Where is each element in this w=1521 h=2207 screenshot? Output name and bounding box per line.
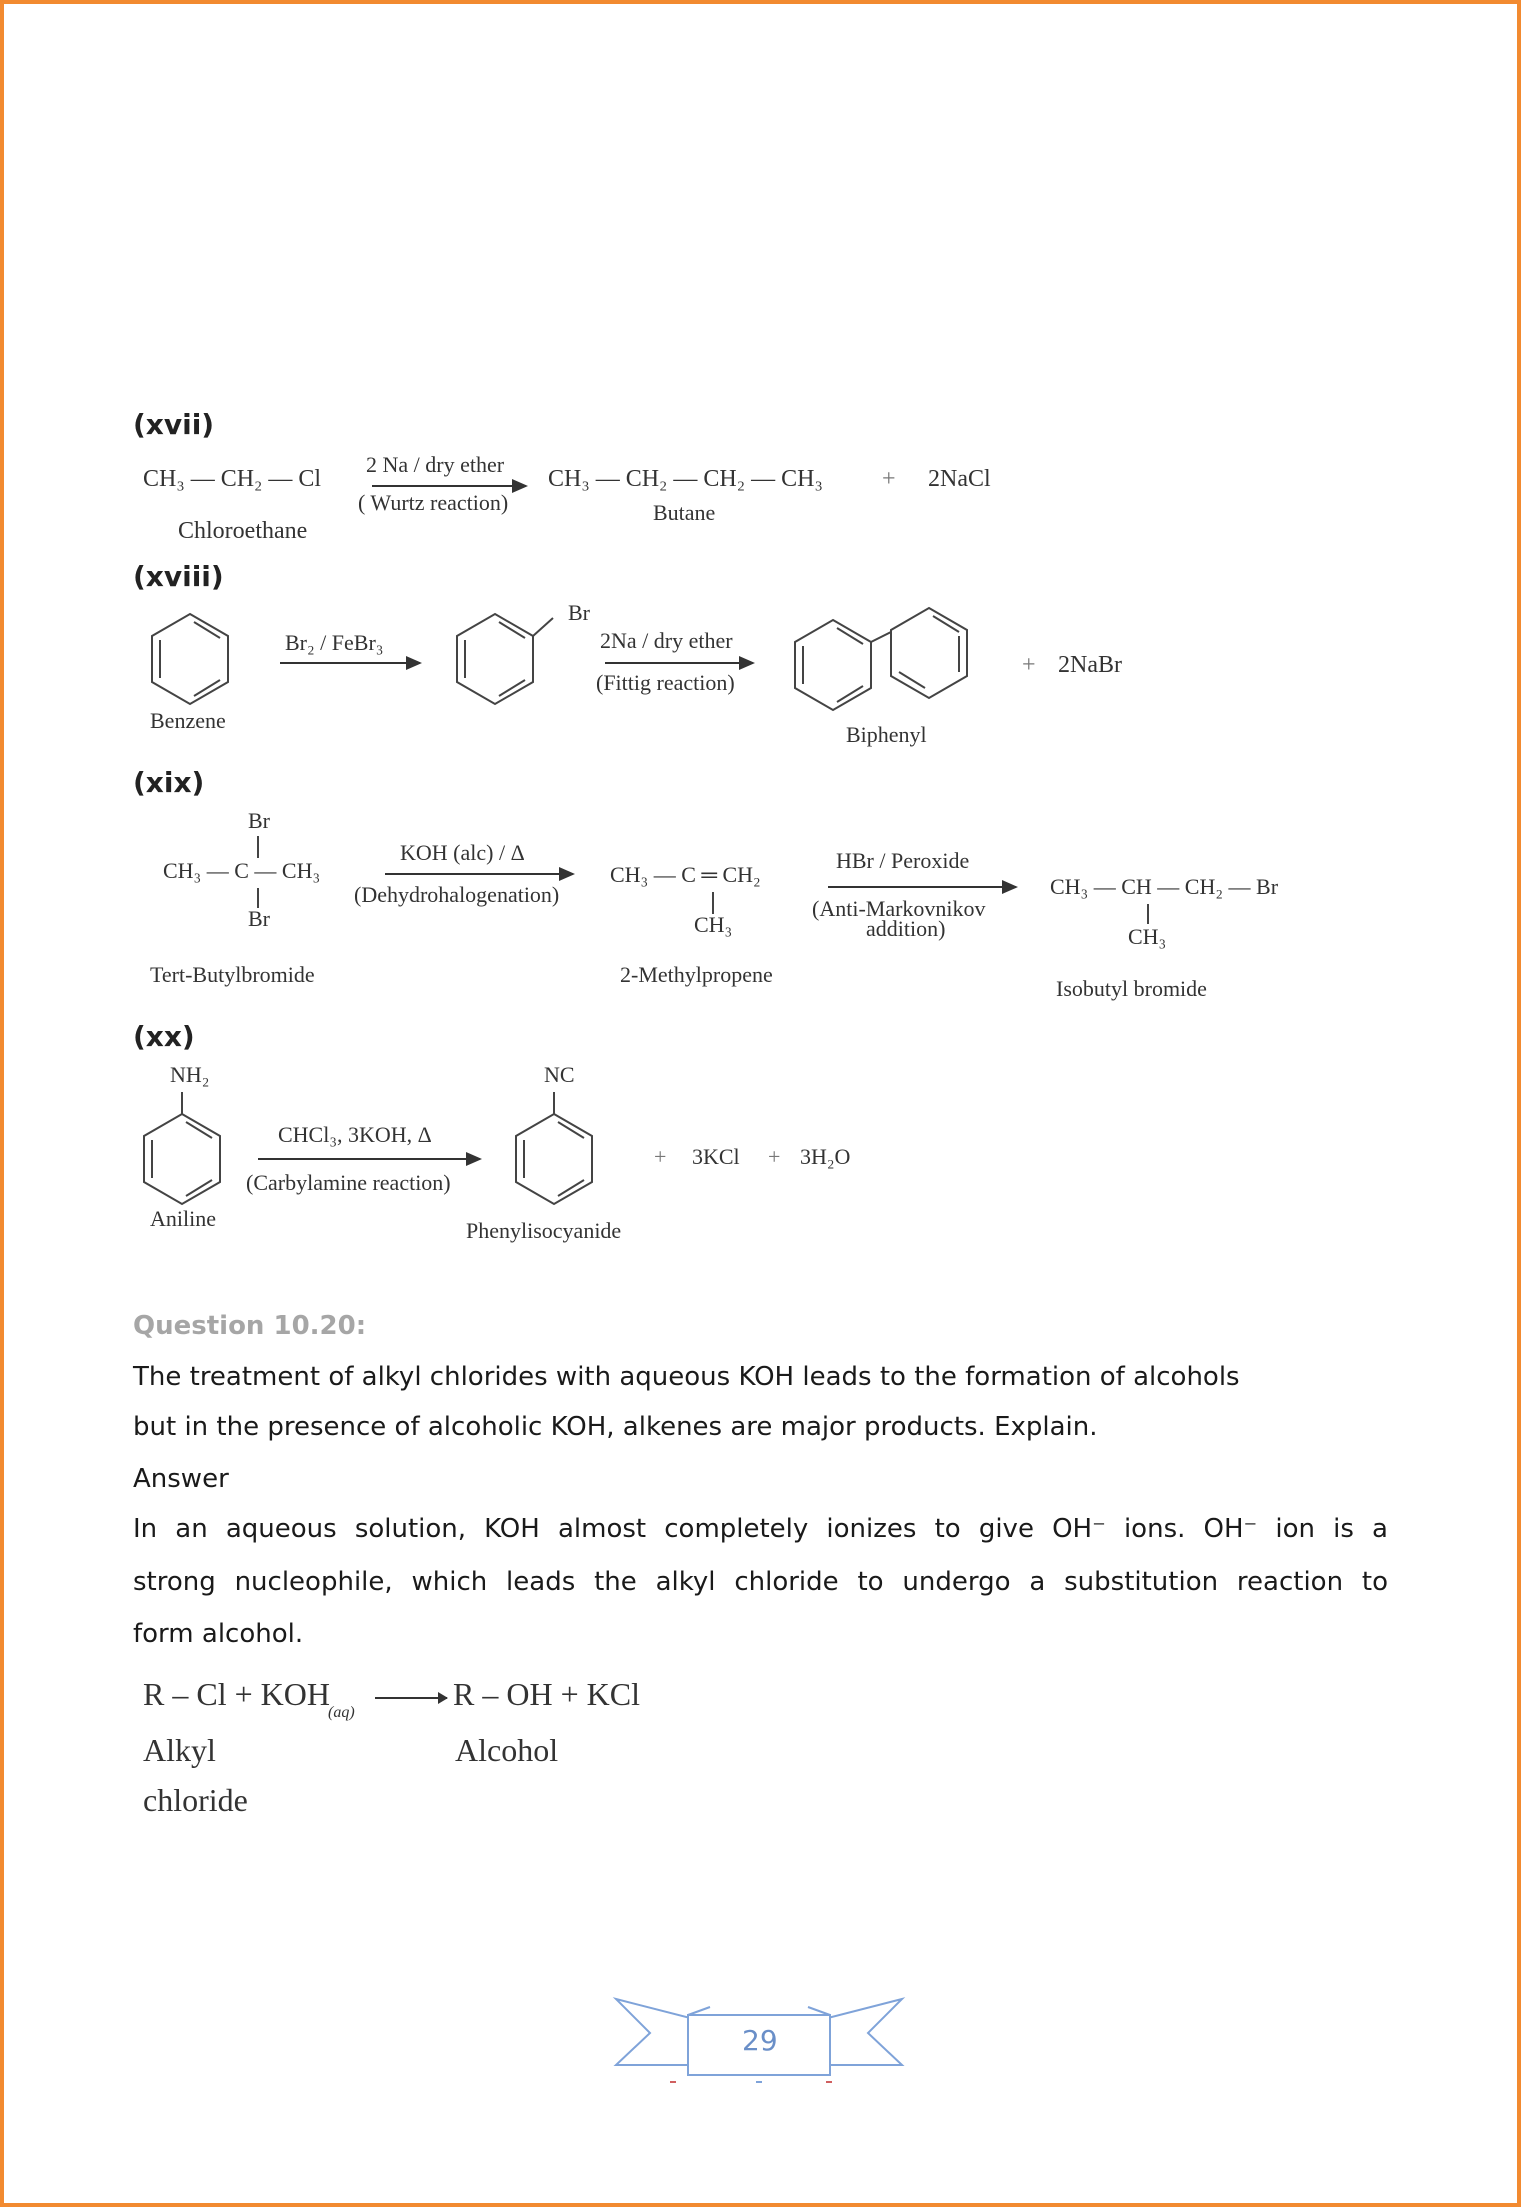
reaction-label-xix: (xix) [133,766,205,799]
reaction-arrow [828,886,1016,888]
reagent-wurtz-bottom: ( Wurtz reaction) [358,490,509,515]
reagent-koh-alc: KOH (alc) / Δ [400,840,525,865]
equation-lhs-subscript: (aq) [328,1704,355,1721]
name-tert-butylbromide: Tert-Butylbromide [150,962,315,987]
reaction-arrow [258,1158,480,1160]
reaction-arrow [385,873,573,875]
reaction-label-xx: (xx) [133,1020,195,1053]
page-number: 29 [742,2024,778,2057]
equation-rhs: R – OH + KCl [453,1676,640,1712]
name-butane: Butane [653,500,716,525]
question-heading: Question 10.20: [133,1311,367,1341]
reagent-br2-febr3: Br₂ / FeBr₃ [285,630,384,655]
bond-line [712,892,714,914]
reagent-chcl3-koh: CHCl₃, 3KOH, Δ [278,1122,432,1147]
isobutyl-bromide-ch3: CH₃ [1128,924,1167,949]
equation-lhs: R – Cl + KOH [143,1676,330,1712]
methylpropene-main: CH₃ — C ═ CH₂ [610,862,761,887]
label-alkyl: Alkyl [143,1732,216,1768]
name-isobutyl-bromide: Isobutyl bromide [1056,976,1207,1001]
reaction-arrow [280,662,420,664]
phenylisocyanide-nc: NC [544,1062,575,1087]
equation-arrow [375,1697,447,1699]
question-text-line-1: The treatment of alkyl chlorides with aqueous KOH leads to the formation of alcohols [133,1362,1240,1392]
name-chloroethane: Chloroethane [178,518,308,544]
label-chloride: chloride [143,1782,248,1818]
reagent-wurtz-top: 2 Na / dry ether [366,452,505,477]
name-biphenyl: Biphenyl [846,722,927,747]
bond-line [257,836,259,858]
tbb-top-br: Br [248,808,270,833]
name-2-methylpropene: 2-Methylpropene [620,962,773,987]
reaction-label-xviii: (xviii) [133,560,224,593]
answer-paragraph-line-1: In an aqueous solution, KOH almost completely ionizes to give OH⁻ ions. OH⁻ ion is a [133,1514,1388,1544]
label-alcohol: Alcohol [455,1732,559,1768]
reagent-anti-markovnikov: (Anti-Markovnikov [812,896,986,921]
tbb-main: CH₃ — C — CH₃ [163,858,321,883]
reaction-arrow [372,485,526,487]
plus-sign: + [654,1144,667,1169]
phenylisocyanide-ring-icon [512,1090,596,1220]
reagent-fittig-top: 2Na / dry ether [600,628,733,653]
byproduct-kcl: 3KCl [692,1144,740,1169]
tbb-bottom-br: Br [248,906,270,931]
substituent-br: Br [568,600,590,625]
bond-line [257,888,259,908]
reagent-carbylamine: (Carbylamine reaction) [246,1170,451,1195]
plus-sign: + [768,1144,781,1169]
reagent-fittig-bottom: (Fittig reaction) [596,670,735,695]
name-phenylisocyanide: Phenylisocyanide [466,1218,622,1243]
methylpropene-ch3: CH₃ [694,912,733,937]
byproduct-nacl: 2NaCl [928,466,991,492]
plus-sign: + [1022,652,1036,678]
reaction-arrow [605,662,753,664]
reagent-hbr-peroxide: HBr / Peroxide [836,848,970,873]
reagent-addition: addition) [866,916,946,941]
aniline-ring-icon [140,1090,224,1220]
biphenyl-rings-icon [793,602,993,712]
name-benzene: Benzene [150,708,226,733]
isobutyl-bromide-main: CH₃ — CH — CH₂ — Br [1050,874,1279,899]
answer-label: Answer [133,1464,229,1494]
reaction-label-xvii: (xvii) [133,408,215,441]
name-aniline: Aniline [150,1206,216,1231]
question-text-line-2: but in the presence of alcoholic KOH, alkenes are major products. Explain. [133,1412,1098,1442]
plus-sign: + [882,466,896,492]
bromobenzene-ring-icon [455,612,565,708]
byproduct-nabr: 2NaBr [1058,652,1122,678]
reagent-dehydrohalogenation: (Dehydrohalogenation) [354,882,560,907]
product-butane: CH₃ — CH₂ — CH₂ — CH₃ [548,466,823,492]
reactant-chloroethane: CH₃ — CH₂ — Cl [143,466,322,492]
bond-line [1147,904,1149,924]
aniline-nh2: NH₂ [170,1062,210,1087]
answer-paragraph-line-2: strong nucleophile, which leads the alkyl chloride to undergo a substitution reaction to [133,1567,1388,1597]
answer-paragraph-line-3: form alcohol. [133,1619,304,1649]
byproduct-water: 3H₂O [800,1144,851,1169]
benzene-ring-icon [150,612,230,708]
